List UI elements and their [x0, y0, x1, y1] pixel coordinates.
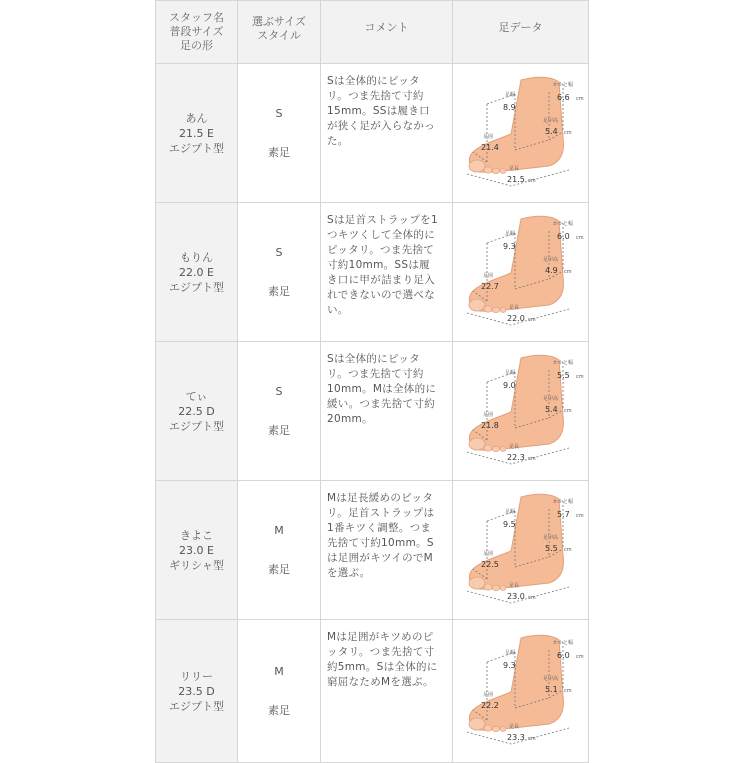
chosen-size: S: [275, 245, 283, 259]
unit-label: cm: [576, 235, 584, 241]
instep-value: 5.1: [545, 685, 558, 694]
size-cell: [238, 64, 321, 203]
foot-diagram: [453, 342, 587, 476]
girth-label: 足囲: [483, 273, 494, 279]
comment-line: Sは全体的にピッタ: [327, 75, 420, 87]
length-label: 足長: [509, 724, 520, 730]
heel-width-value: 5.7: [557, 510, 570, 519]
comment-cell: [321, 203, 453, 342]
header-row: [156, 1, 589, 64]
foot-width-value: 9.5: [503, 520, 516, 529]
comment-line: れできないので選べな: [327, 289, 435, 301]
unit-label: cm: [528, 178, 536, 184]
comment-line: Mは足長緩めのピッタ: [327, 492, 434, 504]
comment-line: Sは足首ストラップを1: [327, 214, 438, 226]
staff-shape: エジプト型: [169, 699, 224, 713]
style-label: 素足: [268, 562, 290, 576]
comment-line: が狭く足が入らなかっ: [327, 120, 435, 132]
girth-label: 足囲: [483, 551, 494, 557]
header-comment: コメント: [321, 1, 453, 64]
staff-fit-table: [155, 0, 589, 763]
comment-cell: [321, 481, 453, 620]
unit-label: cm: [576, 374, 584, 380]
instep-label: 足甲高: [543, 118, 559, 124]
girth-value: 22.7: [481, 282, 499, 291]
foot-diagram: [453, 481, 587, 615]
comment-line: 緩い。つま先捨て寸約: [327, 398, 435, 410]
staff-name: きよこ: [180, 528, 213, 542]
foot-width-value: 9.0: [503, 381, 516, 390]
chosen-size: S: [275, 106, 283, 120]
length-label: 足長: [509, 305, 520, 311]
chosen-size: S: [275, 384, 283, 398]
foot-width-label: 足幅: [505, 650, 516, 656]
instep-value: 4.9: [545, 266, 558, 275]
comment-line: 10mm。Mは全体的に: [327, 383, 437, 395]
instep-label: 足甲高: [543, 396, 559, 402]
size-cell: [238, 203, 321, 342]
girth-label: 足囲: [483, 134, 494, 140]
instep-label: 足甲高: [543, 535, 559, 541]
girth-value: 22.2: [481, 701, 499, 710]
comment-line: 約5mm。Sは全体的に: [327, 661, 438, 673]
unit-label: cm: [564, 269, 572, 275]
heel-width-value: 6.6: [557, 93, 570, 102]
foot-data-cell: [453, 203, 589, 342]
instep-value: 5.5: [545, 544, 558, 553]
foot-width-value: 8.9: [503, 103, 516, 112]
size-cell: [238, 620, 321, 763]
staff-cell: [156, 203, 238, 342]
foot-width-value: 9.3: [503, 242, 516, 251]
staff-name: リリー: [180, 669, 213, 683]
heel-width-label: かかと幅: [553, 640, 574, 646]
table-row: [156, 64, 589, 203]
girth-label: 足囲: [483, 412, 494, 418]
comment-line: つキツくして全体的に: [327, 229, 435, 241]
foot-width-value: 9.3: [503, 661, 516, 670]
foot-diagram: [453, 203, 587, 337]
heel-width-value: 5.5: [557, 371, 570, 380]
length-label: 足長: [509, 166, 520, 172]
chosen-size: M: [274, 664, 284, 678]
length-value: 22.3: [507, 453, 525, 462]
length-value: 22.0: [507, 314, 525, 323]
foot-diagram: [453, 620, 587, 758]
staff-name: あん: [185, 111, 208, 125]
comment-line: き口に甲が詰まり足入: [327, 274, 435, 286]
staff-size: 21.5 E: [179, 126, 214, 140]
header-foot-data: 足データ: [453, 1, 589, 64]
comment-line: リ。つま先捨て寸約: [327, 90, 424, 102]
comment-line: 先捨て寸約10mm。S: [327, 537, 434, 549]
unit-label: cm: [576, 654, 584, 660]
comment-line: は足囲がキツイのでM: [327, 552, 434, 564]
girth-value: 21.8: [481, 421, 499, 430]
table-row: [156, 203, 589, 342]
staff-cell: [156, 342, 238, 481]
comment-line: ッタリ。つま先捨て寸: [327, 646, 435, 658]
unit-label: cm: [564, 688, 572, 694]
comment-line: 1番キツく調整。つま: [327, 522, 432, 534]
length-label: 足長: [509, 444, 520, 450]
comment-line: リ。足首ストラップは: [327, 507, 435, 519]
table-row: [156, 342, 589, 481]
length-label: 足長: [509, 583, 520, 589]
staff-cell: [156, 481, 238, 620]
unit-label: cm: [576, 513, 584, 519]
length-value: 23.3: [507, 733, 525, 742]
comment-line: Sは全体的にピッタ: [327, 353, 420, 365]
heel-width-label: かかと幅: [553, 82, 574, 88]
girth-value: 22.5: [481, 560, 499, 569]
unit-label: cm: [528, 317, 536, 323]
foot-width-label: 足幅: [505, 370, 516, 376]
heel-width-label: かかと幅: [553, 360, 574, 366]
foot-width-label: 足幅: [505, 231, 516, 237]
unit-label: cm: [564, 547, 572, 553]
staff-shape: エジプト型: [169, 419, 224, 433]
foot-data-cell: [453, 64, 589, 203]
comment-line: リ。つま先捨て寸約: [327, 368, 424, 380]
staff-size: 23.5 D: [178, 684, 215, 698]
instep-label: 足甲高: [543, 676, 559, 682]
instep-label: 足甲高: [543, 257, 559, 263]
comment-line: 15mm。SSは履き口: [327, 105, 430, 117]
staff-shape: エジプト型: [169, 280, 224, 294]
girth-value: 21.4: [481, 143, 499, 152]
unit-label: cm: [528, 736, 536, 742]
staff-shape: ギリシャ型: [169, 558, 224, 572]
staff-name: てぃ: [185, 389, 208, 403]
foot-width-label: 足幅: [505, 92, 516, 98]
comment-line: 20mm。: [327, 413, 373, 425]
foot-data-cell: [453, 481, 589, 620]
comment-line: 寸約10mm。SSは履: [327, 259, 430, 271]
comment-line: い。: [327, 304, 349, 316]
comment-cell: [321, 620, 453, 763]
chosen-size: M: [274, 523, 284, 537]
table-row: [156, 481, 589, 620]
comment-line: を選ぶ。: [327, 567, 371, 579]
comment-cell: [321, 64, 453, 203]
staff-cell: [156, 64, 238, 203]
instep-value: 5.4: [545, 405, 558, 414]
header-staff: スタッフ名 普段サイズ 足の形: [156, 1, 238, 64]
foot-diagram: [453, 64, 587, 198]
girth-label: 足囲: [483, 692, 494, 698]
style-label: 素足: [268, 703, 290, 717]
staff-size: 22.5 D: [178, 404, 215, 418]
unit-label: cm: [528, 456, 536, 462]
header-size-style: 選ぶサイズ スタイル: [238, 1, 321, 64]
size-cell: [238, 342, 321, 481]
foot-width-label: 足幅: [505, 509, 516, 515]
unit-label: cm: [576, 96, 584, 102]
staff-shape: エジプト型: [169, 141, 224, 155]
heel-width-label: かかと幅: [553, 499, 574, 505]
style-label: 素足: [268, 284, 290, 298]
foot-data-cell: [453, 342, 589, 481]
style-label: 素足: [268, 145, 290, 159]
unit-label: cm: [564, 130, 572, 136]
size-cell: [238, 481, 321, 620]
staff-size: 22.0 E: [179, 265, 214, 279]
heel-width-value: 6.0: [557, 232, 570, 241]
staff-name: もりん: [180, 250, 213, 264]
length-value: 23.0: [507, 592, 525, 601]
comment-cell: [321, 342, 453, 481]
staff-cell: [156, 620, 238, 763]
comment-line: 窮屈なためMを選ぶ。: [327, 676, 434, 688]
length-value: 21.5: [507, 175, 525, 184]
heel-width-value: 6.0: [557, 651, 570, 660]
unit-label: cm: [564, 408, 572, 414]
comment-line: Mは足囲がキツめのピ: [327, 631, 434, 643]
heel-width-label: かかと幅: [553, 221, 574, 227]
unit-label: cm: [528, 595, 536, 601]
instep-value: 5.4: [545, 127, 558, 136]
foot-data-cell: [453, 620, 589, 763]
comment-line: た。: [327, 135, 349, 147]
table-row: [156, 620, 589, 763]
comment-line: ピッタリ。つま先捨て: [327, 244, 435, 256]
style-label: 素足: [268, 423, 290, 437]
staff-size: 23.0 E: [179, 543, 214, 557]
